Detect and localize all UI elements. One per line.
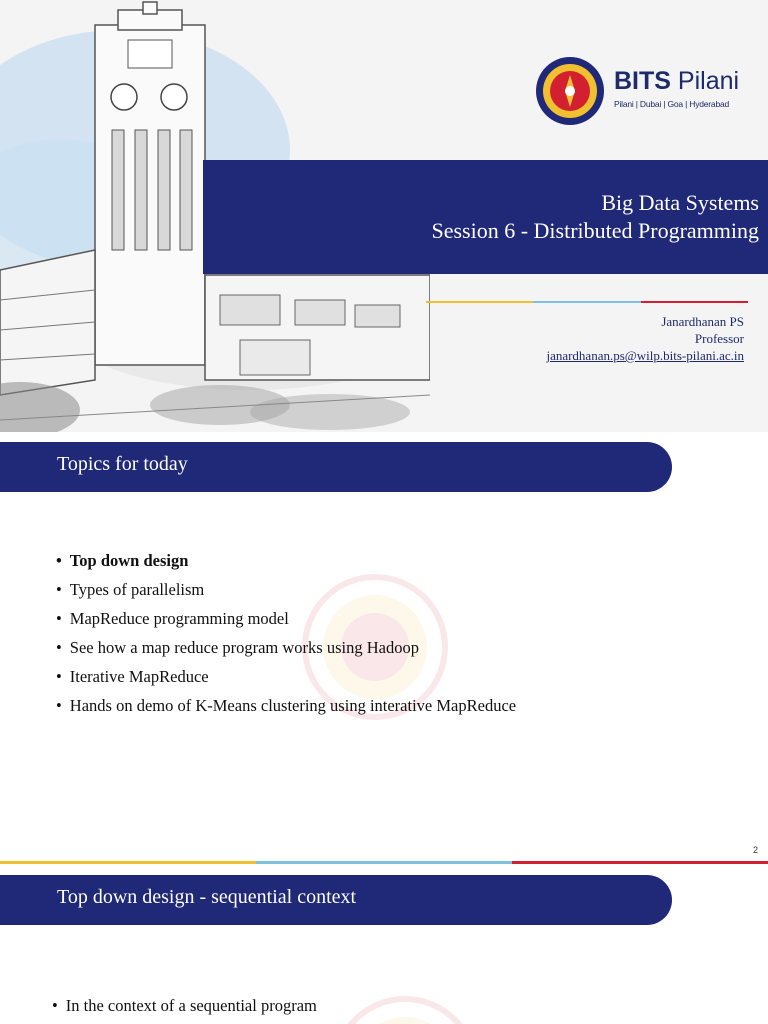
design-slide [0, 864, 768, 1024]
section-title: Top down design - sequential context [57, 886, 357, 908]
bits-logo [534, 55, 764, 127]
page-number: 2 [752, 845, 758, 855]
list-item: • Types of parallelism [56, 575, 516, 604]
course-title: Big Data Systems [601, 190, 759, 215]
brand-light: Pilani [677, 67, 740, 95]
section-header [0, 875, 672, 925]
section-title: Topics for today [57, 453, 188, 475]
author-email-link[interactable]: janardhanan.ps@wilp.bits-pilani.ac.in [546, 348, 744, 363]
color-stripe [426, 301, 748, 303]
brand-campuses: Pilani | Dubai | Goa | Hyderabad [614, 99, 730, 109]
topics-slide [0, 432, 768, 864]
session-title: Session 6 - Distributed Programming [431, 218, 759, 243]
title-slide [0, 0, 768, 432]
list-item: • Top down design [56, 546, 516, 575]
topics-list [56, 546, 516, 720]
title-banner [203, 160, 768, 274]
list-item: • Hands on demo of K-Means clustering using interative MapReduce [56, 691, 516, 720]
brand-name [614, 67, 739, 96]
list-item: • Iterative MapReduce [56, 662, 516, 691]
list-item: • In the context of a sequential program [52, 996, 317, 1016]
author-role: Professor [694, 331, 744, 346]
bits-seal-watermark [330, 994, 480, 1024]
bits-seal-icon [534, 55, 606, 127]
brand-bold: BITS [614, 67, 671, 95]
author-name: Janardhanan PS [661, 314, 744, 329]
section-header [0, 442, 672, 492]
list-item: • MapReduce programming model [56, 604, 516, 633]
list-item: • See how a map reduce program works using Hadoop [56, 633, 516, 662]
